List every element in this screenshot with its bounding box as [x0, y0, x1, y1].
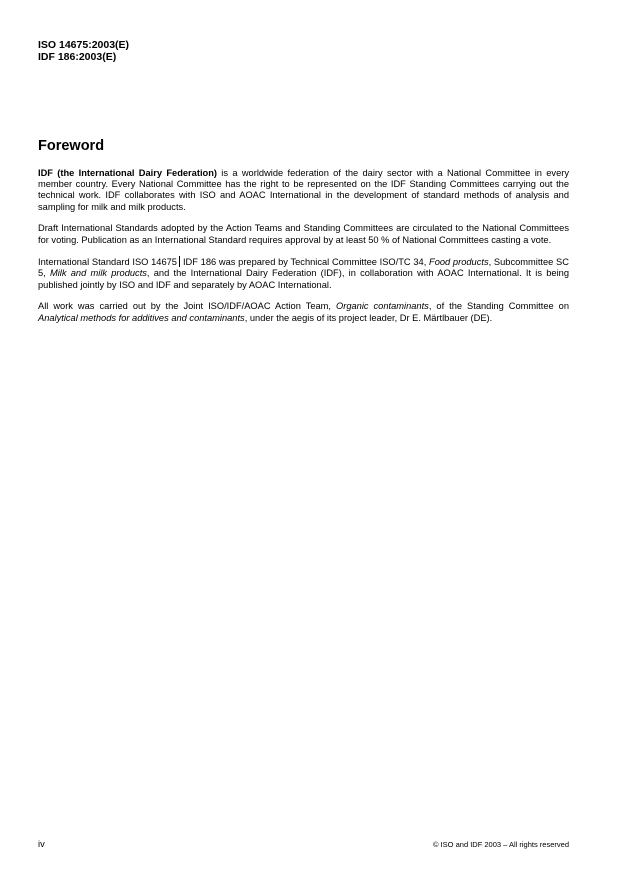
header-idf-number: IDF 186:2003(E) — [38, 51, 117, 63]
prep-text-d: , Subcommittee SC 5, — [38, 257, 569, 279]
prep-text-b: IDF 186 was prepared by Technical Committee ISO/TC 34, — [182, 257, 430, 268]
prep-text-f: , and the International Dairy Federation (IDF), in collaboration with AOAC International. It is being published jointly by ISO and IDF and separately by AOAC International. — [38, 268, 569, 290]
prep-committee-name: Food products — [429, 257, 489, 268]
idf-name-bold: IDF (the International Dairy Federation) — [38, 168, 217, 178]
idf-intro-text: is a worldwide federation of the dairy sector with a National Committee in every member country. Every National Committee has the right to be represented on the IDF Standing Committees carrying out the technical work. IDF collaborates with ISO and AOAC International in the development of standard methods of analysis and sampling for milk and milk products. — [38, 168, 569, 212]
team-text-c: , of the Standing Committee on — [428, 301, 570, 312]
page-title: Foreword — [38, 138, 105, 154]
document-header — [38, 39, 129, 63]
paragraph-preparation — [38, 256, 569, 291]
prep-subcommittee-name: Milk and milk products — [50, 268, 147, 279]
standing-committee-name: Analytical methods for additives and contaminants — [38, 312, 245, 323]
paragraph-voting: Draft International Standards adopted by the Action Teams and Standing Committees are circulated to the National Committees for voting. Publication as an International Standard requires approval by at least 50 % of National Committees casting a vote. — [38, 223, 569, 245]
separator-bar — [179, 256, 180, 267]
header-iso-number: ISO 14675:2003(E) — [38, 39, 130, 51]
copyright-notice: © ISO and IDF 2003 – All rights reserved — [432, 840, 569, 849]
page-number: iv — [38, 839, 45, 849]
paragraph-action-team — [38, 301, 569, 323]
foreword-body — [38, 168, 569, 334]
team-text-e: , under the aegis of its project leader, Dr E. Märtlbauer (DE). — [244, 312, 493, 323]
paragraph-idf-intro — [38, 168, 569, 213]
prep-text-a: International Standard ISO 14675 — [38, 257, 177, 268]
team-name: Organic contaminants — [336, 301, 429, 312]
team-text-a: All work was carried out by the Joint ISO/IDF/AOAC Action Team, — [38, 301, 336, 312]
